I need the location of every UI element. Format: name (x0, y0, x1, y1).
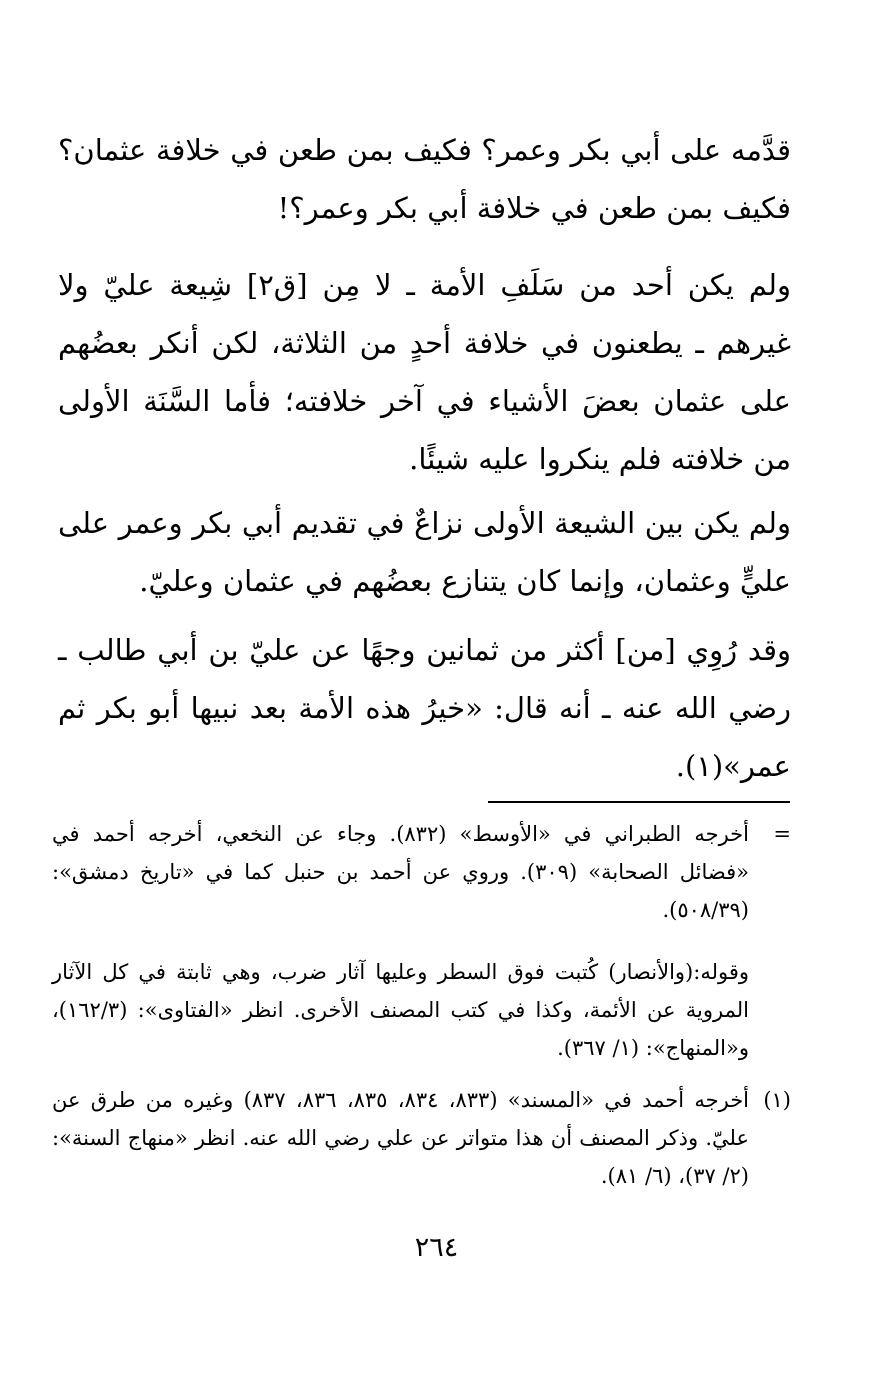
main-text-block (58, 121, 791, 237)
main-text-block (58, 256, 791, 488)
paragraph-4: وقد رُوِي [من] أكثر من ثمانين وجهًا عن عليّ بن أبي طالب ـ رضي الله عنه ـ أنه قال: «خيرُ هذه الأمة بعد نبيها أبو بكر ثم عمر»(١). (58, 633, 791, 783)
footnote-marker: (١) (763, 1088, 791, 1112)
footnote-continuation (52, 815, 791, 929)
footnote-1 (52, 1081, 791, 1195)
footnote-marker: = (773, 822, 791, 846)
paragraph-3: ولم يكن بين الشيعة الأولى نزاعٌ في تقديم أبي بكر وعمر على عليٍّ وعثمان، وإنما كان يتنازع بعضُهم في عثمان وعليّ. (58, 506, 791, 598)
main-text-block (58, 494, 791, 610)
editor-note (52, 953, 749, 1067)
footnote-separator (488, 801, 790, 803)
page-number: ٢٦٤ (414, 1232, 459, 1263)
paragraph-2: ولم يكن أحد من سَلَفِ الأمة ـ لا مِن [ق٢] شِيعة عليّ ولا غيرهم ـ يطعنون في خلافة أحدٍ من الثلاثة، لكن أنكر بعضُهم على عثمان بعضَ الأشياء في آخر خلافته؛ فأما السَّنَة الأولى من خلافته فلم ينكروا عليه شيئًا. (58, 268, 791, 476)
footnote-text: أخرجه أحمد في «المسند» (٨٣٣، ٨٣٤، ٨٣٥، ٨٣٦، ٨٣٧) وغيره من طرق عن عليّ. وذكر المصنف أن هذا متواتر عن علي رضي الله عنه. انظر «منهاج السنة»: (٢/ ٣٧)، (٦/ ٨١). (52, 1088, 750, 1188)
editor-note-text: وقوله:(والأنصار) كُتبت فوق السطر وعليها آثار ضرب، وهي ثابتة في كل الآثار المروية عن الأئمة، وكذا في كتب المصنف الأخرى. انظر «الفتاوى»: (١٦٢/٣)، و«المنهاج»: (١/ ٣٦٧). (52, 960, 749, 1060)
paragraph-1: قدَّمه على أبي بكر وعمر؟ فكيف بمن طعن في خلافة عثمان؟ فكيف بمن طعن في خلافة أبي بكر وعمر؟! (58, 133, 791, 225)
footnote-text: أخرجه الطبراني في «الأوسط» (٨٣٢). وجاء عن النخعي، أخرجه أحمد في «فضائل الصحابة» (٣٠٩). وروي عن أحمد بن حنبل كما في «تاريخ دمشق»: (٥٠٨/٣٩). (52, 822, 749, 922)
main-text-block (58, 621, 791, 795)
